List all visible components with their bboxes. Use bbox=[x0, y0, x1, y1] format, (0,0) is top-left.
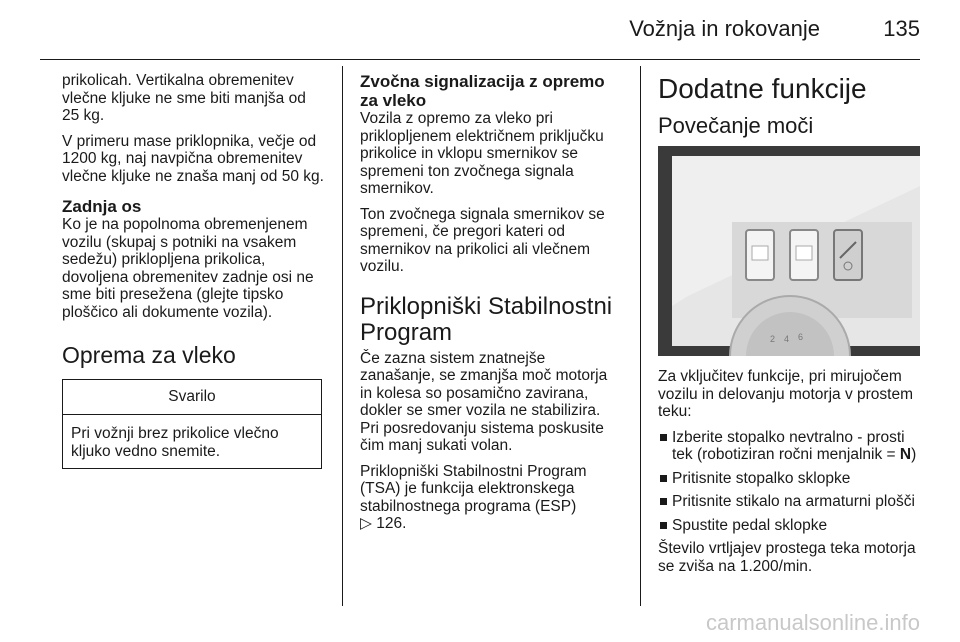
paragraph: Število vrtljajev prostega teka motorja se zviša na 1.200/min. bbox=[658, 540, 916, 575]
heading-power-boost: Povečanje moči bbox=[658, 113, 814, 138]
column-2 bbox=[360, 72, 622, 541]
header-rule bbox=[40, 59, 920, 60]
heading-rear-axle: Zadnja os bbox=[62, 197, 142, 216]
svg-text:2: 2 bbox=[770, 334, 776, 344]
heading-towing-equipment: Oprema za vleko bbox=[62, 342, 236, 368]
heading-trailer-stability: Priklopniški Stabilnostni Program bbox=[360, 292, 613, 346]
list-item-text: Izberite stopalko nevtralno - prosti tek (robotiziran ročni menjalnik = bbox=[672, 428, 905, 463]
list-item-text: Pritisnite stikalo na armaturni plošči bbox=[672, 493, 915, 510]
paragraph: Ton zvočnega signala smernikov se spremeni, če pregori kateri od smernikov na prikolici ali vlečnem vozilu. bbox=[360, 205, 605, 275]
paragraph: prikolicah. Vertikalna obremenitev vlečne kljuke ne sme biti manjša od 25 kg. bbox=[62, 72, 306, 124]
svg-text:4: 4 bbox=[784, 334, 790, 344]
column-divider-2 bbox=[640, 66, 641, 606]
list-item-text: Spustite pedal sklopke bbox=[672, 516, 828, 534]
page-ref-arrow-icon: ▷ bbox=[360, 515, 372, 532]
warning-text: Pri vožnji brez prikolice vlečno kljuko vedno snemite. bbox=[71, 425, 279, 460]
page-number: 135 bbox=[883, 16, 920, 41]
heading-signal: Zvočna signalizacija z opremo za vleko bbox=[360, 72, 605, 110]
bullet-square-icon bbox=[660, 434, 667, 441]
step-list bbox=[658, 429, 920, 535]
paragraph: V primeru mase priklopnika, večje od 1200 kg, naj navpična obremenitev vlečne kljuke ne znaša manj od 50 kg. bbox=[62, 132, 324, 185]
bullet-square-icon bbox=[660, 522, 667, 529]
bullet-square-icon bbox=[660, 475, 667, 482]
svg-text:6: 6 bbox=[798, 332, 804, 342]
column-divider-1 bbox=[342, 66, 343, 606]
column-1 bbox=[62, 72, 324, 469]
paragraph: Če zazna sistem znatnejše zanašanje, se zmanjša moč motorja in kolesa so posamično zavirana, dokler se smer vozila ne stabilizira. Pri posredovanju sistema poskusite čim manj sukati volan. bbox=[360, 349, 608, 454]
warning-title: Svarilo bbox=[63, 380, 321, 415]
page-reference: 126. bbox=[376, 515, 407, 532]
watermark: carmanualsonline.info bbox=[705, 610, 920, 635]
list-item bbox=[658, 517, 920, 535]
warning-box bbox=[62, 379, 322, 469]
gear-neutral-label: N bbox=[899, 446, 912, 463]
list-item-suffix: ) bbox=[911, 446, 917, 463]
column-3 bbox=[658, 72, 920, 583]
list-item-text: Pritisnite stopalko sklopke bbox=[672, 469, 851, 487]
paragraph-text: Priklopniški Stabilnostni Program (TSA) je funkcija elektronskega stabilnostnega programa (ESP) bbox=[360, 462, 587, 515]
heading-additional-functions: Dodatne funkcije bbox=[658, 73, 867, 104]
list-item bbox=[658, 493, 920, 511]
paragraph: Vozila z opremo za vleko pri priklopljenem električnem priključku prikolice in vklopu smernikov se spremeni ton zvočnega signala smernikov. bbox=[360, 110, 604, 197]
bullet-square-icon bbox=[660, 498, 667, 505]
header-title: Vožnja in rokovanje bbox=[629, 16, 820, 41]
paragraph bbox=[360, 463, 622, 533]
paragraph: Ko je na popolnoma obremenjenem vozilu (skupaj s potniki na vsakem sedežu) priklopljena prikolica, dovoljena obremenitev zadnje osi ne sme biti presežena (glejte tipsko ploščico ali dokumente vozila). bbox=[62, 216, 314, 321]
list-item bbox=[658, 429, 920, 464]
list-item bbox=[658, 470, 920, 488]
dashboard-switch-photo bbox=[658, 146, 920, 356]
paragraph: Za vključitev funkcije, pri mirujočem vozilu in delovanju motorja v prostem teku: bbox=[658, 368, 914, 420]
